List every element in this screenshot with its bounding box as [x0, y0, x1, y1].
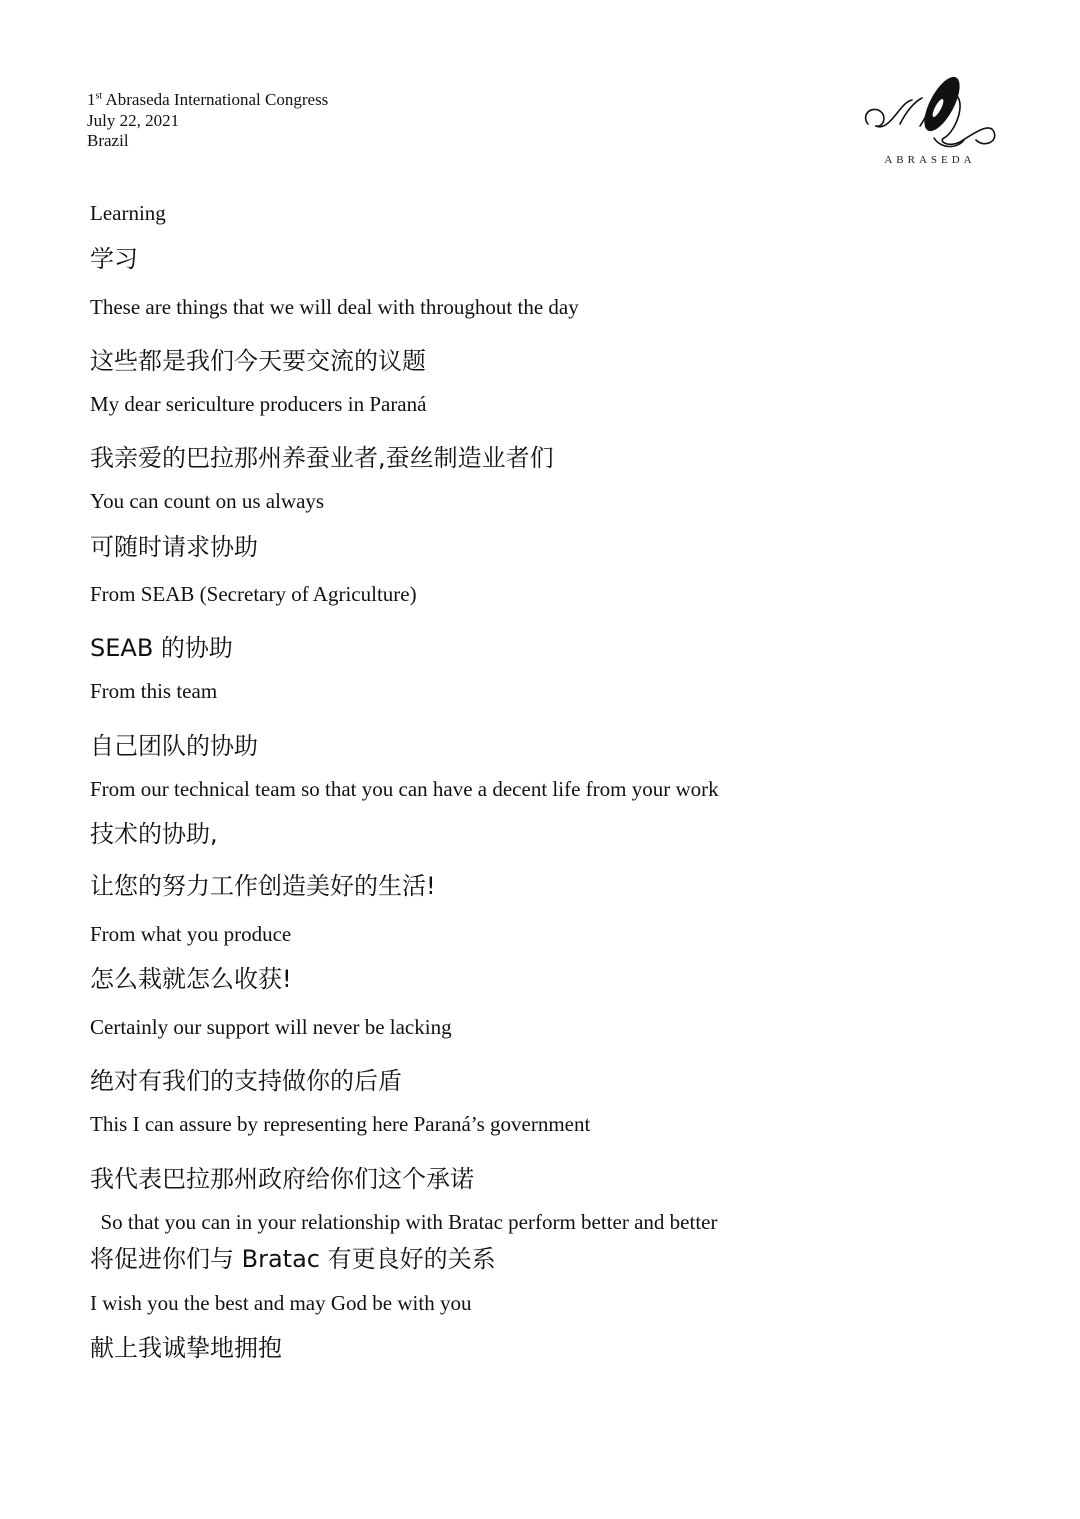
- congress-ordinal-suffix: st: [95, 90, 103, 102]
- text-line: From what you produce: [90, 922, 292, 946]
- text-line: 我亲爱的巴拉那州养蚕业者,蚕丝制造业者们: [90, 444, 554, 472]
- congress-country: Brazil: [87, 131, 129, 150]
- text-line: 自己团队的协助: [90, 732, 258, 760]
- text-line: 怎么栽就怎么收获!: [90, 965, 292, 993]
- text-line: 献上我诚挚地拥抱: [90, 1334, 282, 1362]
- text-line: SEAB 的协助: [90, 634, 233, 662]
- congress-name: Abraseda International Congress: [102, 90, 329, 109]
- text-line: From our technical team so that you can have a decent life from your work: [90, 777, 719, 801]
- text-line: 技术的协助,: [90, 820, 218, 848]
- text-line: 学习: [90, 245, 138, 273]
- text-line: 绝对有我们的支持做你的后盾: [90, 1067, 402, 1095]
- text-line: I wish you the best and may God be with you: [90, 1291, 472, 1315]
- text-line: This I can assure by representing here Paraná’s government: [90, 1112, 591, 1136]
- logo-wordmark: ABRASEDA: [884, 154, 976, 166]
- letter-header: [87, 90, 328, 152]
- congress-ordinal: 1: [87, 90, 96, 109]
- text-line: 将促进你们与 Bratac 有更良好的关系: [90, 1245, 496, 1273]
- silkworm-logo-icon: [860, 62, 1000, 157]
- text-line: My dear sericulture producers in Paraná: [90, 392, 427, 416]
- congress-date: July 22, 2021: [87, 110, 180, 130]
- abraseda-logo: [860, 62, 1000, 172]
- text-line: Certainly our support will never be lacking: [90, 1015, 452, 1039]
- text-line: Learning: [90, 201, 166, 225]
- text-line: 我代表巴拉那州政府给你们这个承诺: [90, 1165, 474, 1193]
- text-line: 这些都是我们今天要交流的议题: [90, 347, 426, 375]
- text-line: You can count on us always: [90, 489, 325, 513]
- text-line: These are things that we will deal with throughout the day: [90, 295, 579, 319]
- text-line: From SEAB (Secretary of Agriculture): [90, 582, 417, 606]
- text-line: So that you can in your relationship with Bratac perform better and better: [90, 1210, 718, 1234]
- text-line: 让您的努力工作创造美好的生活!: [90, 872, 436, 900]
- text-line: From this team: [90, 679, 218, 703]
- text-line: 可随时请求协助: [90, 533, 258, 561]
- congress-title: [87, 90, 328, 111]
